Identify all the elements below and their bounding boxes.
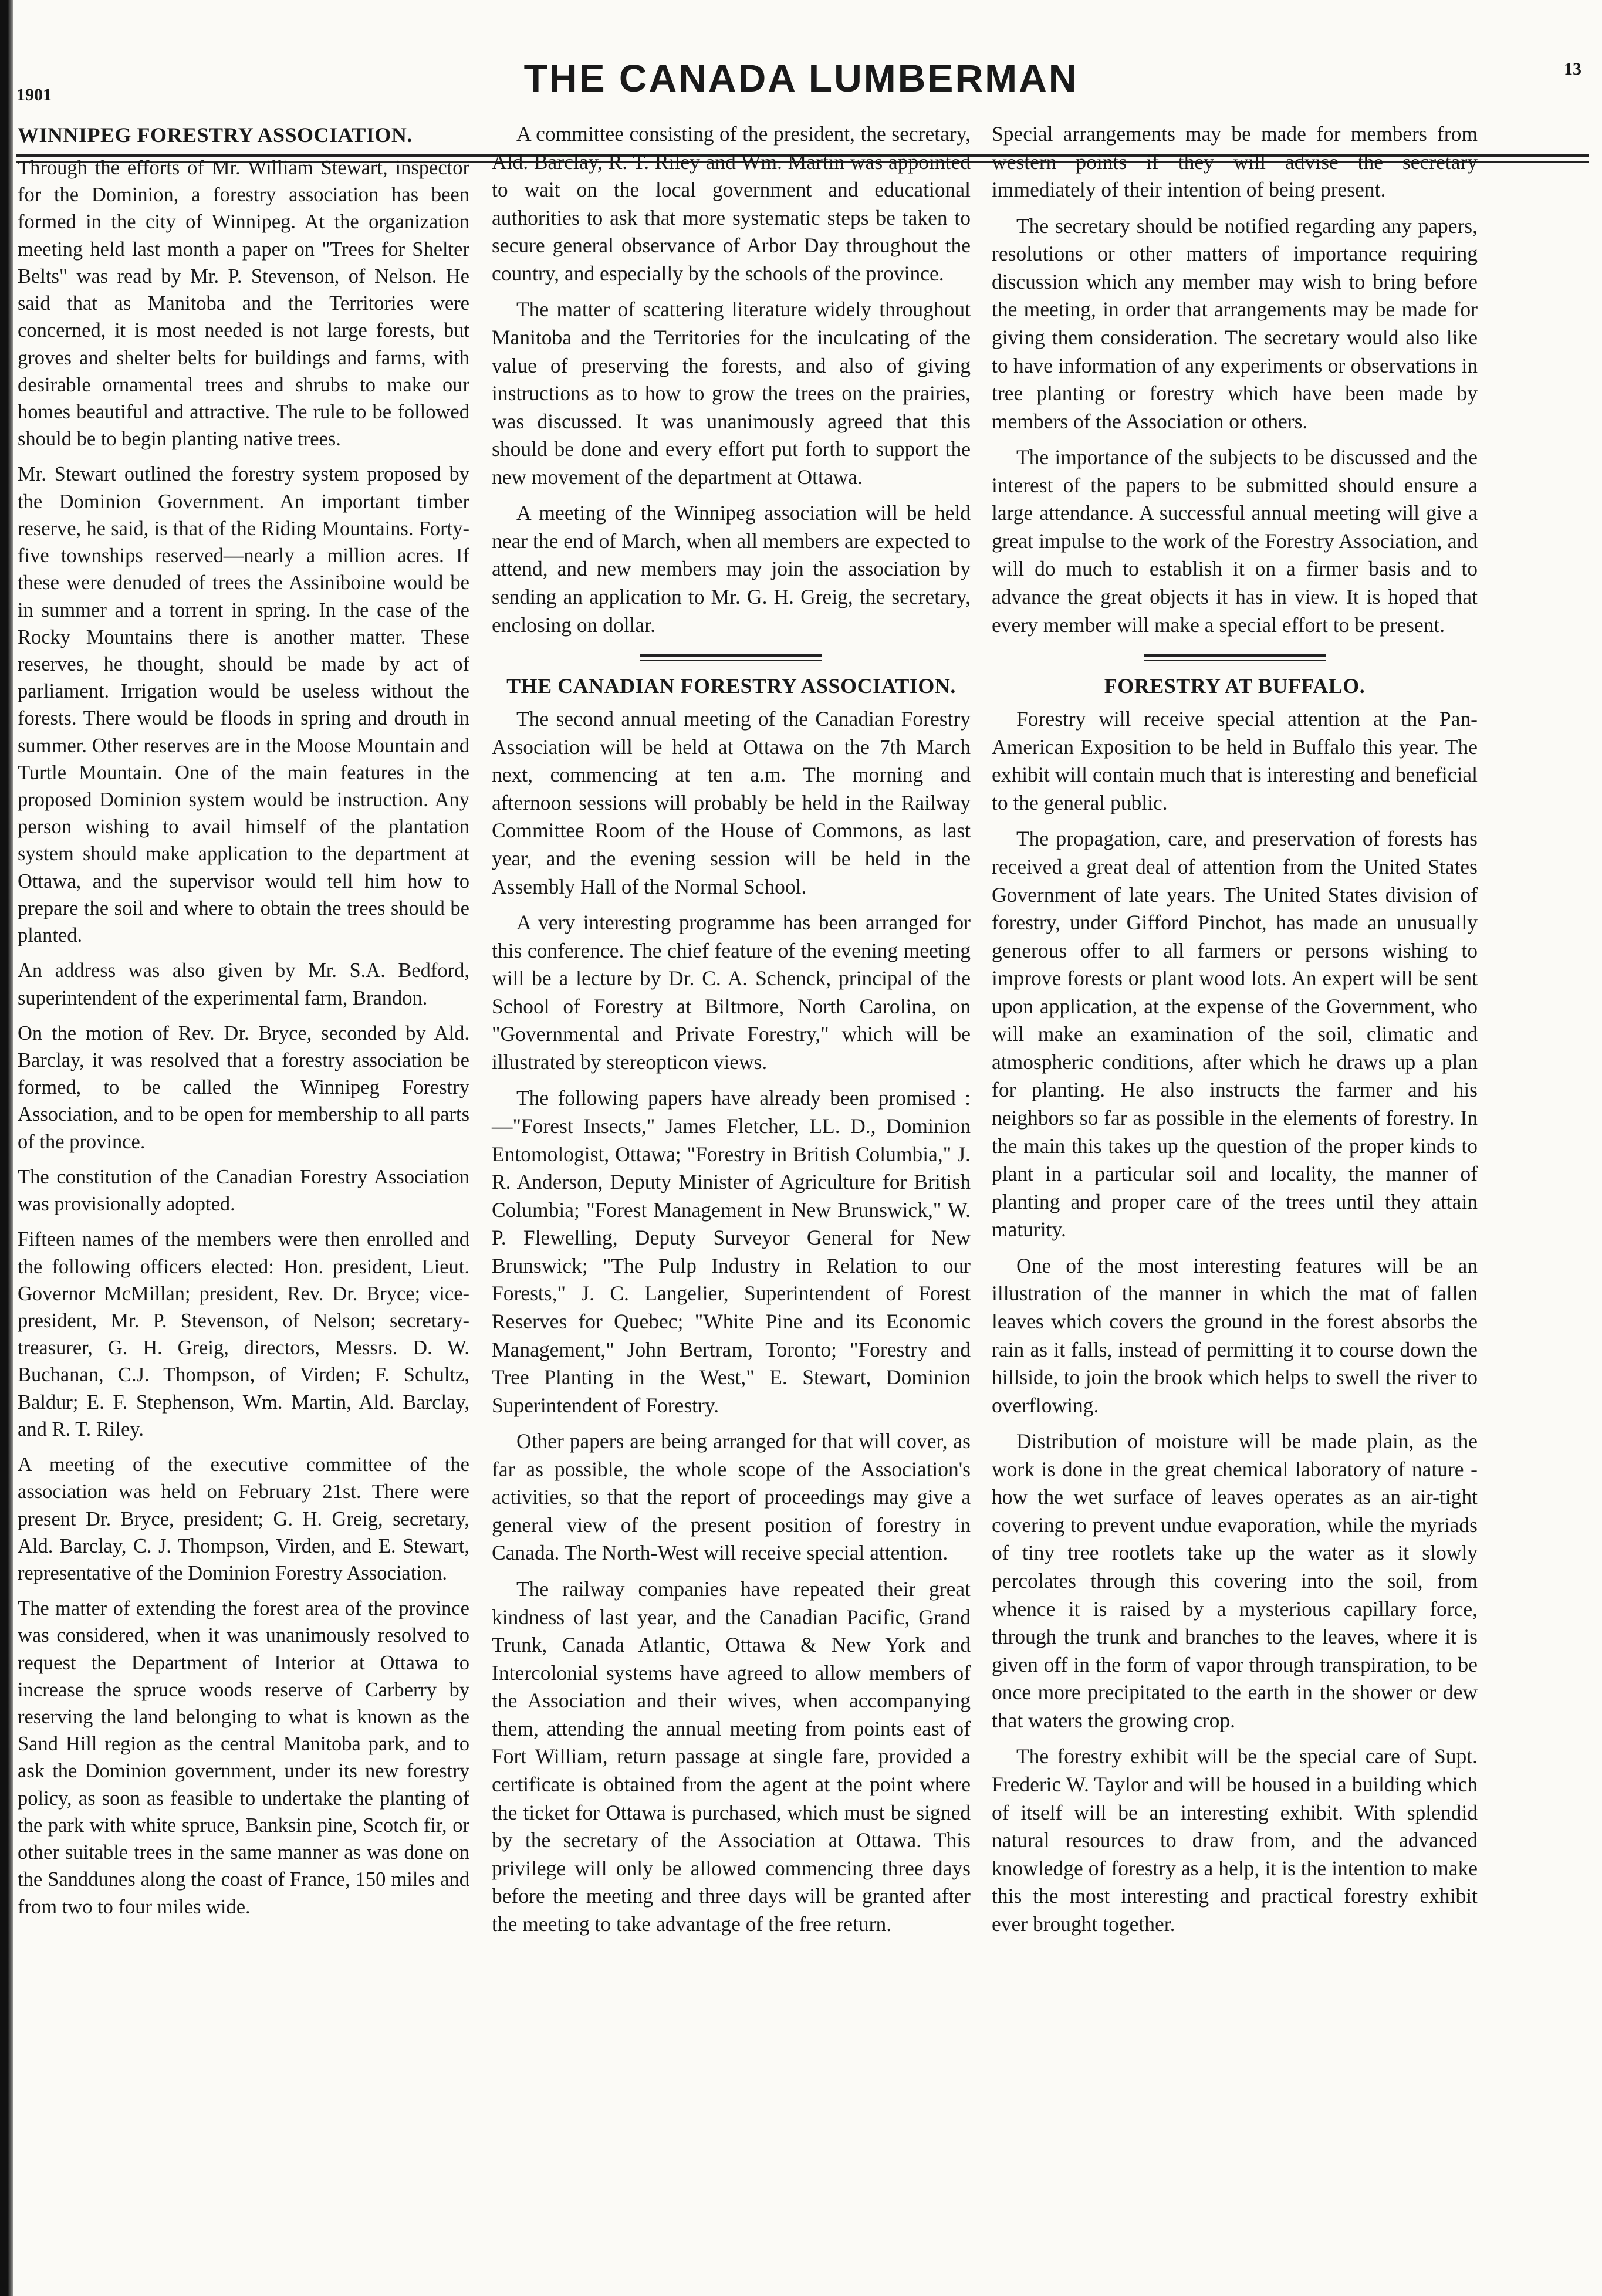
paragraph: Distribution of moisture will be made plain, as the work is done in the great chemical laboratory of nature - how the wet surface of leaves operates as an air-tight covering to prevent undue evaporation, while the myriads of tiny tree rootlets take up the water as it slowly percolates through this covering into the soil, from whence it is raised by a mysterious capillary force, through the trunk and branches to the leaves, where it is given off in the form of vapor through transpiration, to be once more precipitated to the earth in the shower or dew that waters the growing crop. xyxy=(992,1429,1478,1732)
paragraph: The railway companies have repeated their great kindness of last year, and the Canadian Pacific, Grand Trunk, Canada Atlantic, Ottawa & New York and Intercolonial systems have agreed to allow members of the Association and their wives, when accompanying them, attending the annual meeting from points east of Fort William, return passage at single fare, provided a certificate is obtained from the agent at the point where the ticket for Ottawa is purchased, which must be signed by the secretary of the Association at Ottawa. This privilege will only be allowed commencing three days before the meeting and three days will be granted after the meeting to take advantage of the free return. xyxy=(492,1577,971,1936)
article-heading-winnipeg: WINNIPEG FORESTRY ASSOCIATION. xyxy=(18,123,413,147)
article-heading-canadian-forestry: THE CANADIAN FORESTRY ASSOCIATION. xyxy=(506,674,956,698)
article-body-winnipeg xyxy=(18,154,469,1920)
article-body-canadian-forestry-continued xyxy=(992,120,1478,639)
section-separator xyxy=(640,654,822,661)
article-column-3 xyxy=(992,120,1478,1946)
paragraph: An address was also given by Mr. S.A. Bedford, superintendent of the experimental farm, Brandon. xyxy=(18,959,469,1009)
paragraph: The matter of scattering literature widely throughout Manitoba and the Territories for the inculcating of the value of preserving the forests, and also of giving instructions as to how to grow the trees on the prairies, was discussed. It was unanimously agreed that this should be done and every effort put forth to support the new movement of the department at Ottawa. xyxy=(492,297,971,489)
article-heading-buffalo: FORESTRY AT BUFFALO. xyxy=(1104,674,1366,698)
paragraph: The secretary should be notified regarding any papers, resolutions or other matters of importance requiring discussion which any member may wish to bring before the meeting, in order that arrangements may be made for giving them consideration. The secretary would also like to have information of any experiments or observations in tree planting or forestry which have been made by members of the Association or others. xyxy=(992,214,1478,433)
issue-year: 1901 xyxy=(16,85,52,104)
paragraph: The matter of extending the forest area of the province was considered, when it was unanimously resolved to request the Department of Interior at Ottawa to increase the spruce woods reserve of Carberry by reserving the land belonging to what is known as the Sand Hill region as the central Manitoba park, and to ask the Dominion government, under its new forestry policy, as soon as feasible to undertake the planting of the park with white spruce, Banksin pine, Scotch fir, or other suitable trees in the same manner as was done on the Sanddunes along the coast of France, 150 miles and from two to four miles wide. xyxy=(18,1597,469,1918)
section-separator xyxy=(1144,654,1326,661)
article-column-1 xyxy=(18,120,469,1929)
paragraph: Other papers are being arranged for that will cover, as far as possible, the whole scope of the Association's activities, so that the report of proceedings may give a general view of the present position of forestry in Canada. The North-West will receive special attention. xyxy=(492,1429,971,1565)
paragraph: A meeting of the executive committee of the association was held on February 21st. There were present Dr. Bryce, president; G. H. Greig, secretary, Ald. Barclay, C. J. Thompson, Virden, and E. Stewart, representative of the Dominion Forestry Association. xyxy=(18,1453,469,1584)
paragraph: The constitution of the Canadian Forestry Association was provisionally adopted. xyxy=(18,1165,469,1216)
page-number: 13 xyxy=(1564,59,1581,79)
paragraph: On the motion of Rev. Dr. Bryce, seconded by Ald. Barclay, it was resolved that a forestry association be formed, to be called the Winnipeg Forestry Association, and to be open for membership to all parts of the province. xyxy=(18,1022,469,1153)
paragraph: Fifteen names of the members were then enrolled and the following officers elected: Hon. president, Lieut. Governor McMillan; president, Rev. Dr. Bryce; vice-president, Mr. P. Stevenson, of Nelson; secretary-treasurer, G. H. Greig, directors, Messrs. D. W. Buchanan, C.J. Thompson, of Virden; F. Schultz, Baldur; E. F. Stephenson, Wm. Martin, Ald. Barclay, and R. T. Riley. xyxy=(18,1228,469,1441)
paragraph: The importance of the subjects to be discussed and the interest of the papers to be submitted should ensure a large attendance. A successful annual meeting will give a great impulse to the work of the Forestry Association, and will do much to establish it on a firmer basis and to advance the great objects it has in view. It is hoped that every member will make a special effort to be present. xyxy=(992,445,1478,637)
scan-edge-shadow xyxy=(0,0,13,2296)
paragraph: The forestry exhibit will be the special care of Supt. Frederic W. Taylor and will be housed in a building which of itself will be an interesting exhibit. With splendid natural resources to draw from, and the advanced knowledge of forestry as a help, it is the intention to make this the most interesting and practical forestry exhibit ever brought together. xyxy=(992,1744,1478,1936)
article-body-canadian-forestry xyxy=(492,705,971,1938)
page-header xyxy=(0,56,1602,109)
paragraph: The following papers have already been promised :—"Forest Insects," James Fletcher, LL. D., Dominion Entomologist, Ottawa; "Forestry in British Columbia," J. R. Anderson, Deputy Minister of Agriculture for British Columbia; "Forest Management in New Brunswick," W. P. Flewelling, Deputy Surveyor General for New Brunswick; "The Pulp Industry in Relation to our Forests," J. C. Langelier, Superintendent of Forest Reserves for Quebec; "White Pine and its Economic Management," John Bertram, Toronto; "Forestry and Tree Planting in the West," E. Stewart, Dominion Superintendent of Forestry. xyxy=(492,1086,971,1417)
article-body-buffalo xyxy=(992,705,1478,1938)
paragraph: Through the efforts of Mr. William Stewart, inspector for the Dominion, a forestry association has been formed in the city of Winnipeg. At the organization meeting held last month a paper on "Trees for Shelter Belts" was read by Mr. P. Stevenson, of Nelson. He said that as Manitoba and the Territories were concerned, it is most needed is not large forests, but groves and shelter belts for buildings and farms, with desirable ornamental trees and shrubs to make our homes beautiful and attractive. The rule to be followed should be to begin planting native trees. xyxy=(18,157,469,451)
paragraph: Special arrangements may be made for members from western points if they will advise the secretary immediately of their intention of being present. xyxy=(992,122,1478,202)
paragraph: Mr. Stewart outlined the forestry system proposed by the Dominion Government. An important timber reserve, he said, is that of the Riding Mountains. Forty-five townships reserved—nearly a million acres. If these were denuded of trees the Assiniboine would be in summer and a torrent in spring. In the case of the Rocky Mountains there is another matter. These reserves, he thought, should be made by act of parliament. Irrigation would be useless without the forests. There would be floods in spring and drouth in summer. Other reserves are in the Moose Mountain and Turtle Mountain. One of the main features in the proposed Dominion system would be instruction. Any person wishing to avail himself of the plantation system should make application to the department at Ottawa, and the supervisor would tell him how to prepare the soil and where to obtain the trees should be planted. xyxy=(18,463,469,947)
article-column-2 xyxy=(492,120,971,1946)
paragraph: A very interesting programme has been arranged for this conference. The chief feature of the evening meeting will be a lecture by Dr. C. A. Schenck, principal of the School of Forestry at Biltmore, North Carolina, on "Governmental and Private Forestry," which will be illustrated by stereopticon views. xyxy=(492,911,971,1074)
paragraph: A committee consisting of the president, the secretary, Ald. Barclay, R. T. Riley and Wm. Martin was appointed to wait on the local government and educational authorities to ask that more systematic steps be taken to secure general observance of Arbor Day throughout the country, and especially by the schools of the province. xyxy=(492,122,971,285)
paragraph: The propagation, care, and preservation of forests has received a great deal of attention from the United States Government of late years. The United States division of forestry, under Gifford Pinchot, has made an unusually generous offer to all farmers or persons wishing to improve forests or plant wood lots. An expert will be sent upon application, at the expense of the Government, who will make an examination of the soil, climatic and atmospheric conditions, after which he draws up a plan for planting. He also instructs the farmer and his neighbors so far as possible in the elements of forestry. In the main this takes up the question of the proper kinds to plant in a particular soil and locality, the manner of planting and proper care of the trees until they attain maturity. xyxy=(992,827,1478,1242)
publication-title: THE CANADA LUMBERMAN xyxy=(523,56,1079,100)
paragraph: The second annual meeting of the Canadian Forestry Association will be held at Ottawa on the 7th March next, commencing at ten a.m. The morning and afternoon sessions will probably be held in the Railway Committee Room of the House of Commons, as last year, and the evening session will be held in the Assembly Hall of the Normal School. xyxy=(492,707,971,898)
paragraph: A meeting of the Winnipeg association will be held near the end of March, when all members are expected to attend, and new members may join the association by sending an application to Mr. G. H. Greig, the secretary, enclosing on dollar. xyxy=(492,501,971,637)
paragraph: Forestry will receive special attention at the Pan-American Exposition to be held in Buffalo this year. The exhibit will contain much that is interesting and beneficial to the general public. xyxy=(992,707,1478,814)
article-body-winnipeg-continued xyxy=(492,120,971,639)
paragraph: One of the most interesting features will be an illustration of the manner in which the mat of fallen leaves which covers the ground in the forest absorbs the rain as it falls, instead of permitting it to course down the hillside, to join the brook which helps to swell the river to overflowing. xyxy=(992,1253,1478,1417)
